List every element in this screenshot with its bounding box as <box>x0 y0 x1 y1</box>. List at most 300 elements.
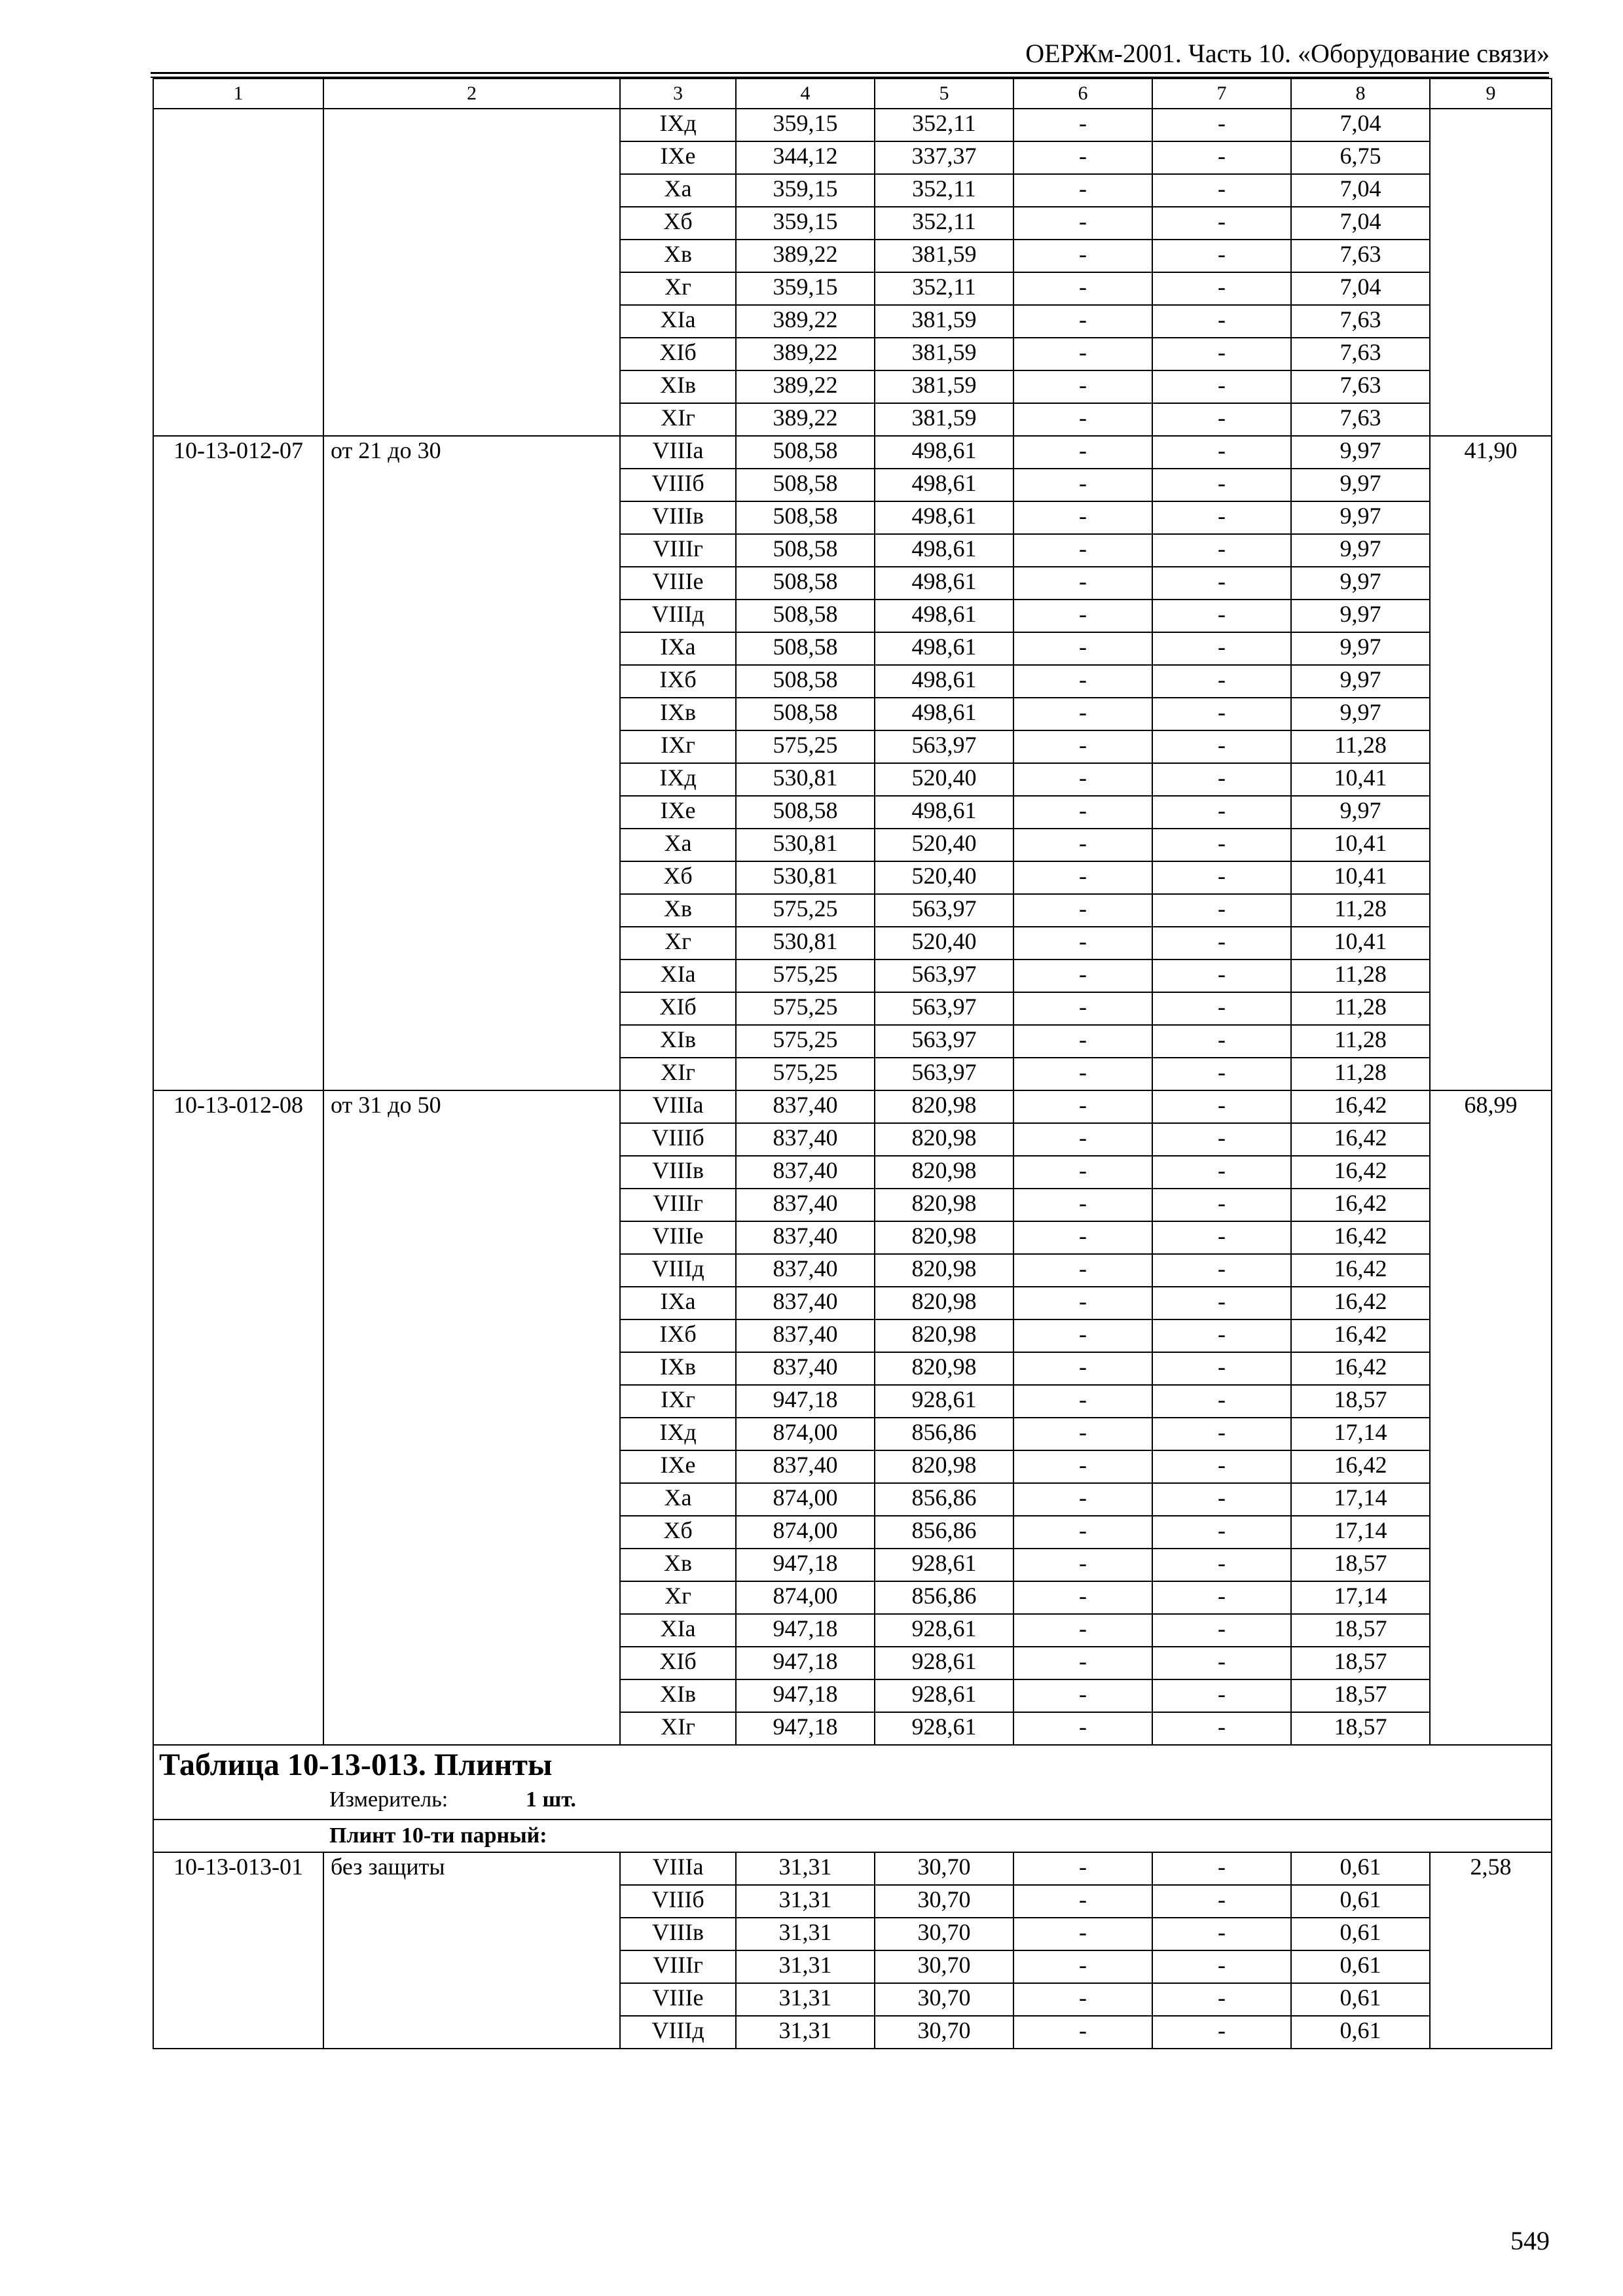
value-cell: - <box>1013 403 1152 436</box>
value-cell: 16,42 <box>1291 1123 1430 1156</box>
value-cell: - <box>1013 927 1152 960</box>
value-cell: - <box>1013 1418 1152 1450</box>
value-cell: - <box>1013 141 1152 174</box>
value-cell: - <box>1152 796 1291 829</box>
value-cell: 0,61 <box>1291 1983 1430 2016</box>
value-cell: - <box>1152 534 1291 567</box>
value-cell: 820,98 <box>875 1287 1013 1319</box>
value-cell: - <box>1152 960 1291 992</box>
table-body <box>153 79 1552 2049</box>
value-cell: - <box>1152 1885 1291 1918</box>
value-cell: 874,00 <box>736 1581 875 1614</box>
value-cell: 837,40 <box>736 1189 875 1221</box>
value-cell: 16,42 <box>1291 1156 1430 1189</box>
value-cell: 10,41 <box>1291 861 1430 894</box>
value-cell: - <box>1152 141 1291 174</box>
value-cell: - <box>1013 894 1152 927</box>
value-cell: 820,98 <box>875 1450 1013 1483</box>
zone-cell: VIIIа <box>620 1852 736 1885</box>
value-cell: 508,58 <box>736 632 875 665</box>
table-title-cell <box>153 1745 1552 1820</box>
zone-cell: Xг <box>620 927 736 960</box>
section-subtitle: Плинт 10-ти парный: <box>153 1820 1552 1852</box>
value-cell: 928,61 <box>875 1385 1013 1418</box>
value-cell: - <box>1013 1385 1152 1418</box>
value-cell: 575,25 <box>736 1058 875 1090</box>
value-cell: - <box>1013 1983 1152 2016</box>
value-cell: 7,63 <box>1291 403 1430 436</box>
zone-cell: IXе <box>620 796 736 829</box>
value-cell: 17,14 <box>1291 1483 1430 1516</box>
value-cell: - <box>1013 1549 1152 1581</box>
value-cell: - <box>1013 436 1152 469</box>
labor-cost-cell: 2,58 <box>1430 1852 1552 2049</box>
column-header: 1 <box>153 79 323 109</box>
value-cell: 18,57 <box>1291 1647 1430 1679</box>
value-cell: 30,70 <box>875 1983 1013 2016</box>
labor-cost-cell <box>1430 109 1552 436</box>
table-row <box>153 1090 1552 1123</box>
value-cell: - <box>1152 403 1291 436</box>
value-cell: - <box>1013 1885 1152 1918</box>
value-cell: 344,12 <box>736 141 875 174</box>
value-cell: - <box>1152 240 1291 272</box>
value-cell: - <box>1152 861 1291 894</box>
value-cell: 508,58 <box>736 796 875 829</box>
value-cell: 352,11 <box>875 272 1013 305</box>
value-cell: 18,57 <box>1291 1385 1430 1418</box>
value-cell: 508,58 <box>736 469 875 501</box>
zone-cell: Xв <box>620 240 736 272</box>
value-cell: - <box>1013 469 1152 501</box>
value-cell: 17,14 <box>1291 1418 1430 1450</box>
value-cell: - <box>1013 1852 1152 1885</box>
value-cell: 563,97 <box>875 992 1013 1025</box>
value-cell: 856,86 <box>875 1418 1013 1450</box>
value-cell: 31,31 <box>736 1983 875 2016</box>
value-cell: 498,61 <box>875 534 1013 567</box>
value-cell: 7,04 <box>1291 272 1430 305</box>
value-cell: 10,41 <box>1291 829 1430 861</box>
rate-code: 10-13-012-07 <box>153 436 323 1090</box>
zone-cell: XIг <box>620 403 736 436</box>
value-cell: 16,42 <box>1291 1189 1430 1221</box>
value-cell: 30,70 <box>875 2016 1013 2049</box>
value-cell: 508,58 <box>736 534 875 567</box>
value-cell: 530,81 <box>736 927 875 960</box>
value-cell: 359,15 <box>736 174 875 207</box>
value-cell: 17,14 <box>1291 1516 1430 1549</box>
value-cell: 498,61 <box>875 600 1013 632</box>
value-cell: - <box>1152 894 1291 927</box>
zone-cell: Xа <box>620 829 736 861</box>
value-cell: 575,25 <box>736 730 875 763</box>
value-cell: 508,58 <box>736 665 875 698</box>
value-cell: - <box>1013 207 1152 240</box>
value-cell: - <box>1152 1156 1291 1189</box>
value-cell: - <box>1152 1581 1291 1614</box>
value-cell: 837,40 <box>736 1221 875 1254</box>
value-cell: 11,28 <box>1291 992 1430 1025</box>
value-cell: 498,61 <box>875 665 1013 698</box>
value-cell: - <box>1152 1549 1291 1581</box>
value-cell: 575,25 <box>736 992 875 1025</box>
value-cell: 0,61 <box>1291 1950 1430 1983</box>
labor-cost-cell: 41,90 <box>1430 436 1552 1090</box>
value-cell: - <box>1013 600 1152 632</box>
value-cell: 381,59 <box>875 338 1013 370</box>
value-cell: - <box>1152 632 1291 665</box>
value-cell: - <box>1013 1450 1152 1483</box>
zone-cell: IXа <box>620 1287 736 1319</box>
value-cell: - <box>1013 1090 1152 1123</box>
value-cell: 575,25 <box>736 960 875 992</box>
value-cell: - <box>1013 1287 1152 1319</box>
value-cell: - <box>1013 534 1152 567</box>
value-cell: - <box>1013 1581 1152 1614</box>
value-cell: 31,31 <box>736 1852 875 1885</box>
rate-name <box>323 109 620 436</box>
zone-cell: XIв <box>620 1679 736 1712</box>
column-header: 7 <box>1152 79 1291 109</box>
zone-cell: XIв <box>620 370 736 403</box>
header-rule <box>151 72 1549 74</box>
table-row <box>153 109 1552 141</box>
value-cell: 820,98 <box>875 1221 1013 1254</box>
value-cell: 0,61 <box>1291 1852 1430 1885</box>
zone-cell: VIIIб <box>620 1885 736 1918</box>
value-cell: - <box>1013 632 1152 665</box>
value-cell: - <box>1013 861 1152 894</box>
value-cell: 874,00 <box>736 1483 875 1516</box>
table-row <box>153 436 1552 469</box>
zone-cell: VIIIг <box>620 1950 736 1983</box>
value-cell: - <box>1152 1123 1291 1156</box>
value-cell: 508,58 <box>736 567 875 600</box>
value-cell: 530,81 <box>736 829 875 861</box>
value-cell: 9,97 <box>1291 632 1430 665</box>
value-cell: 18,57 <box>1291 1712 1430 1745</box>
value-cell: 7,63 <box>1291 240 1430 272</box>
value-cell: 7,63 <box>1291 338 1430 370</box>
value-cell: - <box>1152 1418 1291 1450</box>
value-cell: 520,40 <box>875 829 1013 861</box>
value-cell: 575,25 <box>736 1025 875 1058</box>
value-cell: 31,31 <box>736 1885 875 1918</box>
value-cell: 837,40 <box>736 1319 875 1352</box>
value-cell: - <box>1152 1852 1291 1885</box>
zone-cell: Xв <box>620 1549 736 1581</box>
value-cell: - <box>1013 1712 1152 1745</box>
value-cell: 563,97 <box>875 1058 1013 1090</box>
value-cell: 928,61 <box>875 1679 1013 1712</box>
value-cell: 498,61 <box>875 436 1013 469</box>
value-cell: 820,98 <box>875 1123 1013 1156</box>
value-cell: 16,42 <box>1291 1221 1430 1254</box>
zone-cell: XIб <box>620 1647 736 1679</box>
value-cell: 11,28 <box>1291 894 1430 927</box>
column-header: 8 <box>1291 79 1430 109</box>
value-cell: 11,28 <box>1291 960 1430 992</box>
value-cell: 498,61 <box>875 698 1013 730</box>
value-cell: 837,40 <box>736 1090 875 1123</box>
value-cell: 837,40 <box>736 1352 875 1385</box>
value-cell: 18,57 <box>1291 1549 1430 1581</box>
zone-cell: Xв <box>620 894 736 927</box>
zone-cell: VIIIе <box>620 1983 736 2016</box>
value-cell: 520,40 <box>875 763 1013 796</box>
value-cell: 498,61 <box>875 796 1013 829</box>
value-cell: 9,97 <box>1291 567 1430 600</box>
zone-cell: IXб <box>620 665 736 698</box>
rate-name: без защиты <box>323 1852 620 2049</box>
column-header: 5 <box>875 79 1013 109</box>
value-cell: 16,42 <box>1291 1352 1430 1385</box>
value-cell: - <box>1013 1516 1152 1549</box>
value-cell: - <box>1152 1712 1291 1745</box>
value-cell: 530,81 <box>736 861 875 894</box>
rate-name: от 21 до 30 <box>323 436 620 1090</box>
value-cell: - <box>1152 1614 1291 1647</box>
value-cell: 381,59 <box>875 305 1013 338</box>
value-cell: 508,58 <box>736 600 875 632</box>
value-cell: 837,40 <box>736 1254 875 1287</box>
value-cell: 820,98 <box>875 1352 1013 1385</box>
value-cell: 928,61 <box>875 1614 1013 1647</box>
zone-cell: IXб <box>620 1319 736 1352</box>
value-cell: 498,61 <box>875 567 1013 600</box>
value-cell: - <box>1013 272 1152 305</box>
value-cell: 856,86 <box>875 1516 1013 1549</box>
value-cell: - <box>1152 370 1291 403</box>
value-cell: - <box>1013 2016 1152 2049</box>
value-cell: 837,40 <box>736 1156 875 1189</box>
value-cell: - <box>1013 1189 1152 1221</box>
value-cell: - <box>1152 2016 1291 2049</box>
value-cell: 498,61 <box>875 632 1013 665</box>
value-cell: 30,70 <box>875 1918 1013 1950</box>
zone-cell: XIв <box>620 1025 736 1058</box>
value-cell: 947,18 <box>736 1614 875 1647</box>
value-cell: - <box>1152 829 1291 861</box>
value-cell: 508,58 <box>736 698 875 730</box>
value-cell: - <box>1013 730 1152 763</box>
zone-cell: Xг <box>620 1581 736 1614</box>
value-cell: - <box>1152 1287 1291 1319</box>
value-cell: - <box>1152 1647 1291 1679</box>
value-cell: 359,15 <box>736 109 875 141</box>
value-cell: 947,18 <box>736 1385 875 1418</box>
value-cell: - <box>1013 1254 1152 1287</box>
zone-cell: VIIIе <box>620 567 736 600</box>
value-cell: - <box>1013 567 1152 600</box>
value-cell: 9,97 <box>1291 600 1430 632</box>
value-cell: 498,61 <box>875 469 1013 501</box>
value-cell: 389,22 <box>736 305 875 338</box>
value-cell: - <box>1013 1352 1152 1385</box>
zone-cell: VIIIв <box>620 501 736 534</box>
value-cell: 874,00 <box>736 1418 875 1450</box>
labor-cost-cell: 68,99 <box>1430 1090 1552 1745</box>
value-cell: - <box>1013 1483 1152 1516</box>
value-cell: 18,57 <box>1291 1679 1430 1712</box>
value-cell: 16,42 <box>1291 1319 1430 1352</box>
running-header: ОЕРЖм-2001. Часть 10. «Оборудование связи» <box>1025 39 1550 68</box>
value-cell: - <box>1152 698 1291 730</box>
value-cell: 9,97 <box>1291 796 1430 829</box>
meter-label: Измеритель: <box>329 1787 448 1812</box>
zone-cell: VIIIа <box>620 1090 736 1123</box>
value-cell: 17,14 <box>1291 1581 1430 1614</box>
value-cell: - <box>1013 829 1152 861</box>
value-cell: - <box>1152 1254 1291 1287</box>
value-cell: - <box>1152 436 1291 469</box>
value-cell: 9,97 <box>1291 665 1430 698</box>
value-cell: - <box>1152 1189 1291 1221</box>
zone-cell: IXв <box>620 1352 736 1385</box>
column-header: 3 <box>620 79 736 109</box>
value-cell: - <box>1013 1156 1152 1189</box>
value-cell: 10,41 <box>1291 763 1430 796</box>
value-cell: - <box>1152 1450 1291 1483</box>
value-cell: - <box>1013 960 1152 992</box>
zone-cell: XIа <box>620 960 736 992</box>
rate-code: 10-13-013-01 <box>153 1852 323 2049</box>
value-cell: 508,58 <box>736 436 875 469</box>
value-cell: 9,97 <box>1291 698 1430 730</box>
value-cell: - <box>1013 1025 1152 1058</box>
zone-cell: IXд <box>620 109 736 141</box>
value-cell: - <box>1013 796 1152 829</box>
value-cell: 381,59 <box>875 403 1013 436</box>
value-cell: 820,98 <box>875 1156 1013 1189</box>
value-cell: 30,70 <box>875 1852 1013 1885</box>
column-header: 4 <box>736 79 875 109</box>
zone-cell: XIа <box>620 1614 736 1647</box>
zone-cell: Xа <box>620 1483 736 1516</box>
value-cell: - <box>1013 1679 1152 1712</box>
value-cell: 11,28 <box>1291 730 1430 763</box>
value-cell: 7,04 <box>1291 109 1430 141</box>
value-cell: 389,22 <box>736 370 875 403</box>
value-cell: 30,70 <box>875 1885 1013 1918</box>
value-cell: 820,98 <box>875 1189 1013 1221</box>
value-cell: - <box>1152 501 1291 534</box>
zone-cell: IXе <box>620 1450 736 1483</box>
table-title: Таблица 10-13-013. Плинты <box>159 1748 553 1782</box>
value-cell: - <box>1152 730 1291 763</box>
value-cell: 16,42 <box>1291 1287 1430 1319</box>
value-cell: - <box>1152 567 1291 600</box>
zone-cell: XIб <box>620 338 736 370</box>
value-cell: 352,11 <box>875 174 1013 207</box>
value-cell: 31,31 <box>736 1918 875 1950</box>
page-number: 549 <box>1510 2226 1550 2255</box>
value-cell: 947,18 <box>736 1549 875 1581</box>
zone-cell: VIIIб <box>620 1123 736 1156</box>
table-row <box>153 1852 1552 1885</box>
value-cell: - <box>1152 763 1291 796</box>
value-cell: - <box>1013 1058 1152 1090</box>
subtitle-row <box>153 1820 1552 1852</box>
value-cell: - <box>1152 174 1291 207</box>
value-cell: 820,98 <box>875 1319 1013 1352</box>
value-cell: 7,63 <box>1291 370 1430 403</box>
value-cell: 0,61 <box>1291 2016 1430 2049</box>
zone-cell: Xб <box>620 207 736 240</box>
value-cell: 837,40 <box>736 1123 875 1156</box>
zone-cell: VIIIг <box>620 1189 736 1221</box>
zone-cell: Xб <box>620 1516 736 1549</box>
value-cell: - <box>1152 927 1291 960</box>
value-cell: 389,22 <box>736 338 875 370</box>
value-cell: 7,04 <box>1291 174 1430 207</box>
value-cell: - <box>1152 1385 1291 1418</box>
value-cell: 563,97 <box>875 960 1013 992</box>
value-cell: - <box>1152 1679 1291 1712</box>
value-cell: 947,18 <box>736 1647 875 1679</box>
column-header: 2 <box>323 79 620 109</box>
table-title-row <box>153 1745 1552 1820</box>
zone-cell: VIIIд <box>620 2016 736 2049</box>
value-cell: - <box>1152 1483 1291 1516</box>
value-cell: 16,42 <box>1291 1090 1430 1123</box>
value-cell: 9,97 <box>1291 436 1430 469</box>
value-cell: - <box>1152 338 1291 370</box>
zone-cell: Xб <box>620 861 736 894</box>
value-cell: 16,42 <box>1291 1254 1430 1287</box>
value-cell: - <box>1152 992 1291 1025</box>
value-cell: 820,98 <box>875 1090 1013 1123</box>
value-cell: - <box>1013 698 1152 730</box>
value-cell: 508,58 <box>736 501 875 534</box>
value-cell: - <box>1013 763 1152 796</box>
value-cell: 18,57 <box>1291 1614 1430 1647</box>
zone-cell: XIа <box>620 305 736 338</box>
value-cell: 389,22 <box>736 240 875 272</box>
value-cell: 9,97 <box>1291 534 1430 567</box>
zone-cell: VIIIв <box>620 1156 736 1189</box>
zone-cell: IXа <box>620 632 736 665</box>
value-cell: 11,28 <box>1291 1025 1430 1058</box>
zone-cell: VIIIв <box>620 1918 736 1950</box>
value-cell: 352,11 <box>875 109 1013 141</box>
value-cell: 856,86 <box>875 1483 1013 1516</box>
value-cell: - <box>1152 1983 1291 2016</box>
value-cell: 31,31 <box>736 2016 875 2049</box>
value-cell: - <box>1152 1918 1291 1950</box>
column-header: 6 <box>1013 79 1152 109</box>
zone-cell: VIIIа <box>620 436 736 469</box>
value-cell: - <box>1152 207 1291 240</box>
zone-cell: IXе <box>620 141 736 174</box>
meter-value: 1 шт. <box>526 1787 576 1812</box>
value-cell: 947,18 <box>736 1712 875 1745</box>
value-cell: 837,40 <box>736 1287 875 1319</box>
value-cell: - <box>1152 305 1291 338</box>
value-cell: 6,75 <box>1291 141 1430 174</box>
zone-cell: VIIIе <box>620 1221 736 1254</box>
value-cell: - <box>1013 501 1152 534</box>
rate-name: от 31 до 50 <box>323 1090 620 1745</box>
value-cell: - <box>1013 1918 1152 1950</box>
value-cell: - <box>1013 1123 1152 1156</box>
zone-cell: IXв <box>620 698 736 730</box>
value-cell: 820,98 <box>875 1254 1013 1287</box>
value-cell: - <box>1013 1221 1152 1254</box>
value-cell: - <box>1152 109 1291 141</box>
zone-cell: Xа <box>620 174 736 207</box>
